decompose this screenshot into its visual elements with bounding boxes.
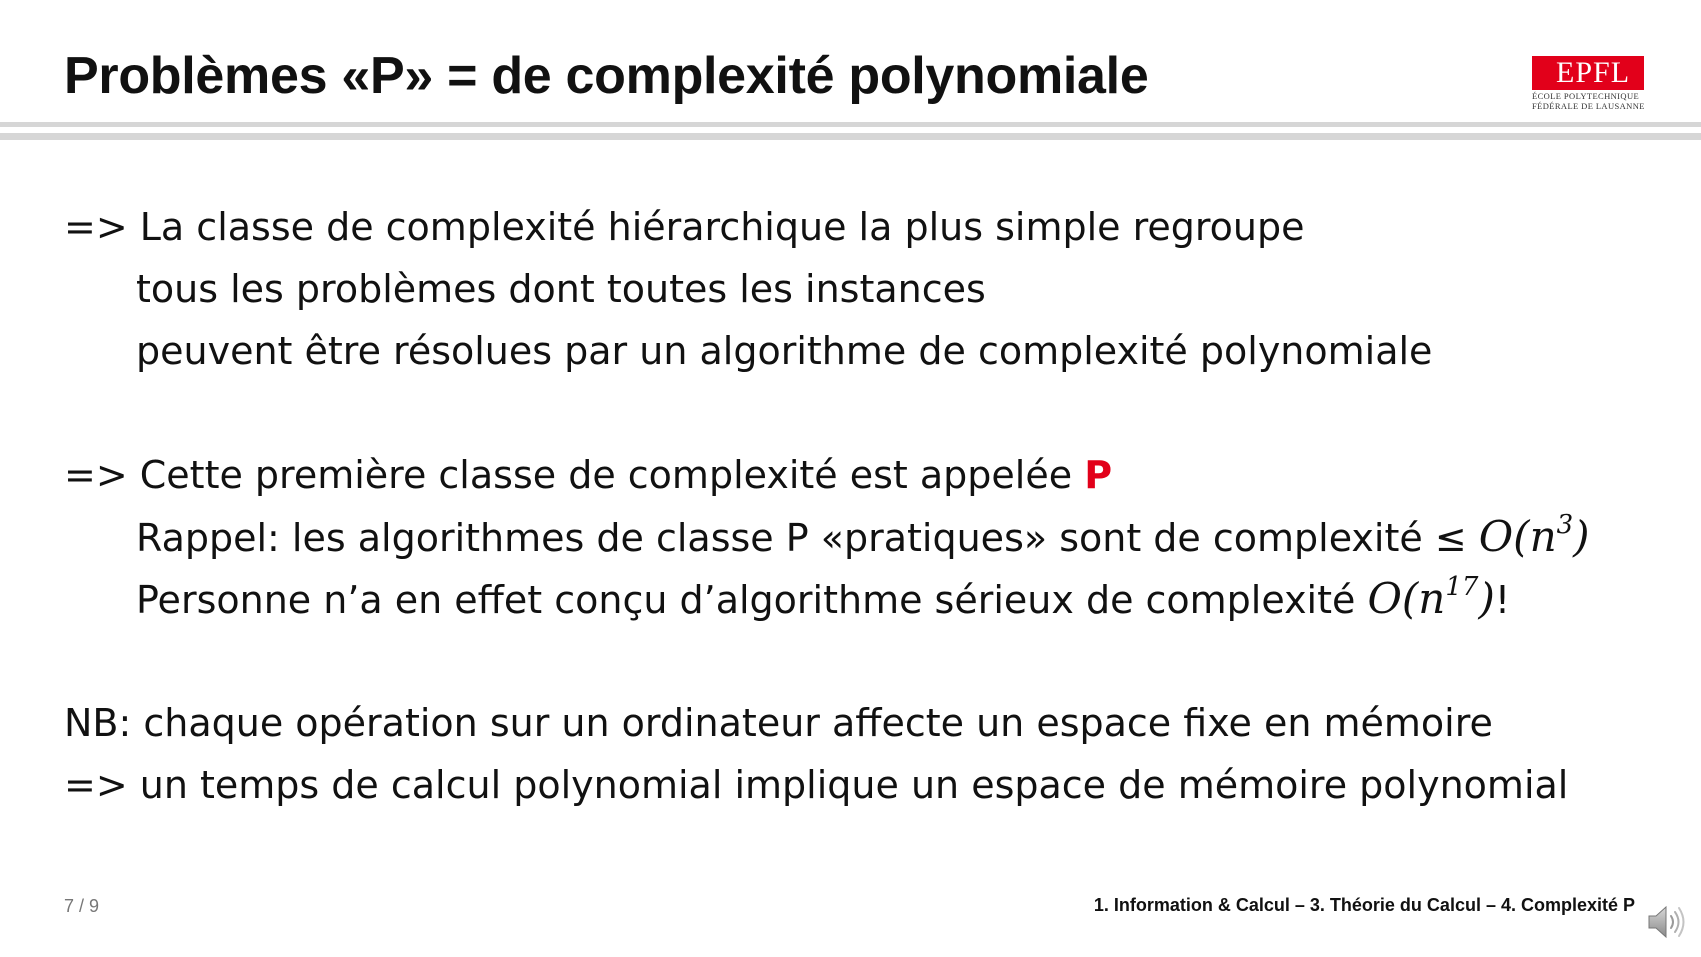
body-text: => Cette première classe de complexité est appelée	[64, 453, 1085, 497]
epfl-logo-mark	[1532, 56, 1644, 90]
body-line: NB: chaque opération sur un ordinateur affecte un espace fixe en mémoire	[64, 701, 1493, 745]
header-divider-bottom	[0, 133, 1701, 140]
class-p-highlight: P	[1084, 453, 1113, 497]
math-close: )	[1478, 574, 1495, 623]
breadcrumb: 1. Information & Calcul – 3. Théorie du Calcul – 4. Complexité P	[1093, 895, 1635, 915]
math-base: O(n	[1478, 512, 1557, 561]
body-line: tous les problèmes dont toutes les instances	[136, 267, 986, 311]
body-line: peuvent être résolues par un algorithme de complexité polynomiale	[136, 329, 1433, 373]
body-line: => La classe de complexité hiérarchique la plus simple regroupe	[64, 205, 1305, 249]
body-line	[64, 444, 1664, 506]
speaker-icon-graphic	[1646, 902, 1690, 942]
math-exponent: 3	[1556, 510, 1574, 540]
slide-title: Problèmes «P» = de complexité polynomiale	[64, 47, 1149, 105]
body-text: Rappel: les algorithmes de classe P «pratiques» sont de complexité ≤	[136, 516, 1479, 560]
speaker-icon[interactable]	[1646, 902, 1690, 942]
paragraph-gap	[64, 382, 1664, 444]
body-text: !	[1494, 578, 1511, 622]
slide-body	[64, 196, 1664, 816]
body-line	[64, 506, 1664, 568]
paragraph-gap	[64, 630, 1664, 692]
math-base: O(n	[1367, 574, 1446, 623]
page-number: 7 / 9	[64, 896, 100, 916]
epfl-logo-line2: FÉDÉRALE DE LAUSANNE	[1532, 100, 1645, 111]
epfl-logo	[1532, 56, 1648, 111]
body-line: => un temps de calcul polynomial implique un espace de mémoire polynomial	[64, 763, 1569, 807]
body-text: Personne n’a en effet conçu d’algorithme sérieux de complexité	[136, 578, 1368, 622]
math-o-n17	[1367, 574, 1494, 623]
header-divider-top	[0, 122, 1701, 127]
math-close: )	[1573, 512, 1590, 561]
epfl-logo-wordmark: EPFL	[1556, 56, 1631, 89]
epfl-logo-caption	[1532, 92, 1648, 111]
math-exponent: 17	[1445, 572, 1479, 602]
math-o-n3	[1479, 512, 1590, 561]
body-line	[64, 568, 1664, 630]
epfl-logo-line1: ÉCOLE POLYTECHNIQUE	[1532, 91, 1640, 101]
